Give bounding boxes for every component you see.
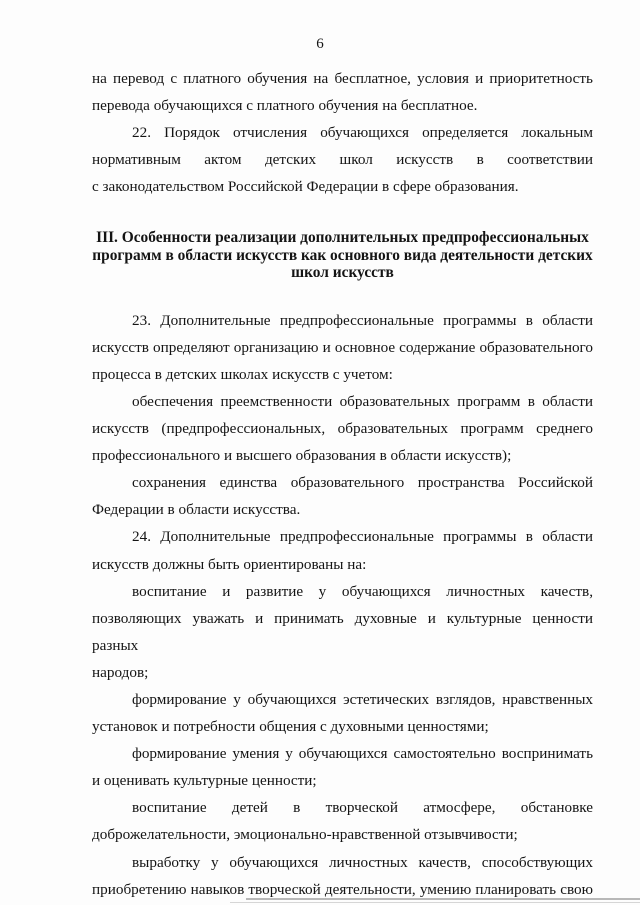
text-line: обеспечения преемственности образовательных программ в области bbox=[132, 392, 593, 410]
text-line: позволяющих уважать и принимать духовные и культурные ценности разных bbox=[92, 609, 593, 654]
section-heading-line: программ в области искусств как основного вида деятельности детских bbox=[92, 246, 593, 264]
page-number: 6 bbox=[316, 36, 324, 52]
text-line: народов; bbox=[92, 663, 149, 681]
section-heading bbox=[92, 229, 593, 281]
text-line: искусств должны быть ориентированы на: bbox=[92, 555, 367, 573]
text-line: формирование умения у обучающихся самостоятельно воспринимать bbox=[132, 745, 593, 763]
text-line: воспитание детей в творческой атмосфере, обстановке bbox=[132, 799, 593, 817]
document-body bbox=[92, 65, 593, 903]
text-line: 23. Дополнительные предпрофессиональные программы в области bbox=[132, 311, 593, 329]
scan-edge-line bbox=[246, 898, 640, 900]
text-line: 22. Порядок отчисления обучающихся определяется локальным bbox=[132, 124, 593, 142]
text-line: доброжелательности, эмоционально-нравственной отзывчивости; bbox=[92, 826, 518, 844]
text-line: воспитание и развитие у обучающихся личностных качеств, bbox=[132, 582, 593, 600]
scan-edge-line bbox=[230, 902, 640, 903]
text-line: с законодательством Российской Федерации в сфере образования. bbox=[92, 178, 519, 196]
text-line: профессионального и высшего образования в области искусств); bbox=[92, 447, 512, 465]
text-line: и оценивать культурные ценности; bbox=[92, 772, 317, 790]
section-heading-line: школ искусств bbox=[291, 264, 394, 282]
text-line: сохранения единства образовательного пространства Российской bbox=[132, 474, 593, 492]
text-line: выработку у обучающихся личностных качеств, способствующих bbox=[132, 853, 593, 871]
text-line: нормативным актом детских школ искусств в соответствии bbox=[92, 151, 593, 169]
text-line: Федерации в области искусства. bbox=[92, 501, 301, 519]
text-line: процесса в детских школах искусств с учетом: bbox=[92, 365, 393, 383]
text-line: на перевод с платного обучения на бесплатное, условия и приоритетность bbox=[92, 70, 593, 87]
text-line: 24. Дополнительные предпрофессиональные программы в области bbox=[132, 528, 593, 546]
text-line: установок и потребности общения с духовными ценностями; bbox=[92, 718, 489, 736]
text-line: искусств (предпрофессиональных, образовательных программ среднего bbox=[92, 420, 593, 438]
text-line: перевода обучающихся с платного обучения на бесплатное. bbox=[92, 97, 478, 115]
text-line: приобретению навыков творческой деятельности, умению планировать свою bbox=[92, 880, 593, 898]
text-line: формирование у обучающихся эстетических взглядов, нравственных bbox=[132, 691, 593, 708]
section-heading-line: III. Особенности реализации дополнительных предпрофессиональных bbox=[96, 229, 589, 247]
text-line: искусств определяют организацию и основное содержание образовательного bbox=[92, 338, 593, 356]
